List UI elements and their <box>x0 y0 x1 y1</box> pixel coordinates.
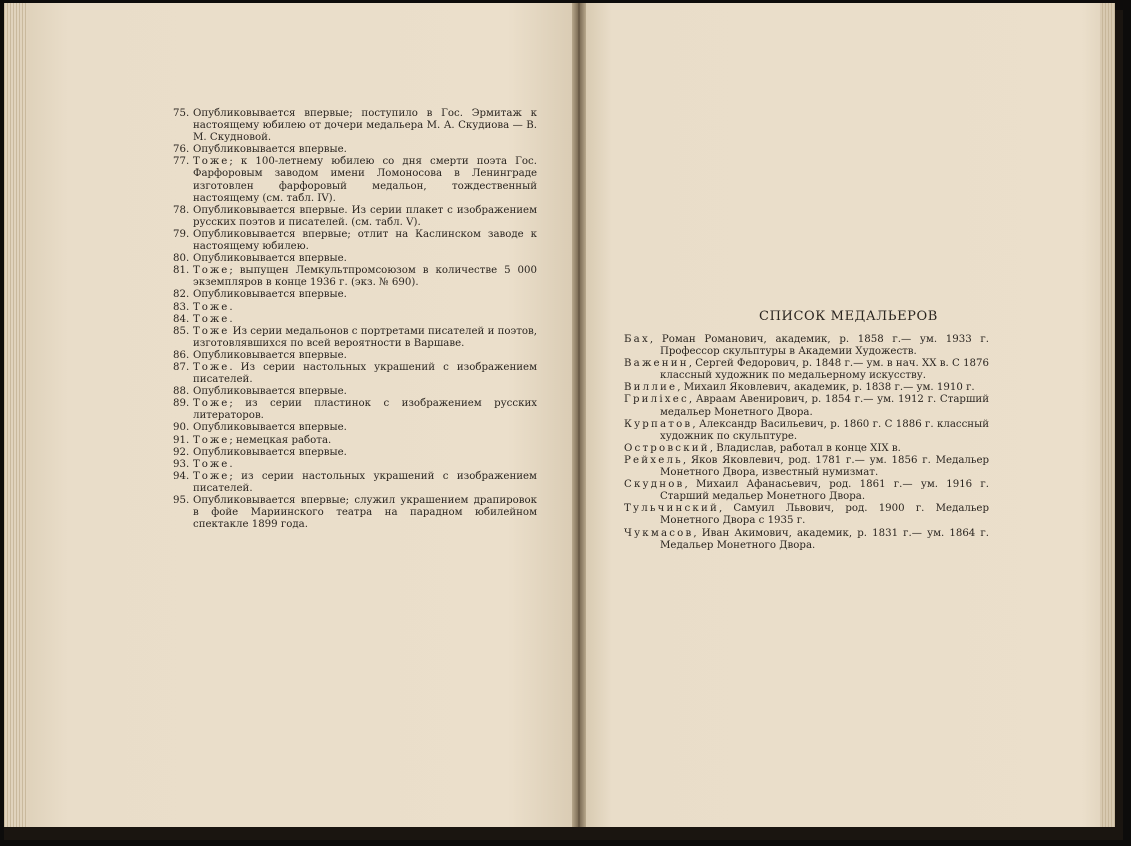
book-gutter <box>572 3 586 827</box>
medalist-entry <box>624 479 989 503</box>
note-item <box>173 495 537 531</box>
note-body: Опубликовывается впервые; поступило в Гос. Эрмитаж к настоящему юбилею от дочери медальера М. А. Скудиова — В. М. Скудновой. <box>193 108 537 144</box>
note-text <box>193 495 537 531</box>
note-body: . <box>229 313 233 325</box>
note-body: Опубликовывается впервые; отлит на Каслинском заводе к настоящему юбилею. <box>193 228 537 253</box>
note-item <box>173 471 537 495</box>
medalist-name: Чукмасов <box>624 527 694 539</box>
note-text <box>193 398 537 422</box>
note-item <box>173 156 537 204</box>
medalist-entry <box>624 382 989 394</box>
note-number: 79. <box>173 228 190 240</box>
note-body: Опубликовывается впервые. <box>193 144 347 156</box>
note-text <box>193 422 537 434</box>
note-number: 86. <box>173 349 190 361</box>
medalist-name: Бах <box>624 334 650 345</box>
note-body: Опубликовывается впервые; служил украшением драпировок в фойе Мариинского театра на парадном юбилейном спектакле 1899 года. <box>193 495 537 531</box>
medalist-details: , Владислав, работал в конце XIX в. <box>709 442 901 454</box>
note-body: Опубликовывается впервые. <box>193 386 347 398</box>
note-body: Опубликовывается впервые. <box>193 253 347 265</box>
note-text <box>193 229 537 253</box>
note-body: . <box>229 301 233 313</box>
note-number: 94. <box>173 470 190 482</box>
medalist-entry <box>624 419 989 443</box>
note-number: 75. <box>173 108 190 119</box>
note-body: . <box>229 458 233 470</box>
medalist-name: Скуднов <box>624 479 685 491</box>
medalist-entry <box>624 443 989 455</box>
medalist-name: Курпатов <box>624 418 693 430</box>
page-edge-stack <box>4 3 30 827</box>
note-number: 91. <box>173 434 190 446</box>
note-text <box>193 386 537 398</box>
medalist-details: , Иван Акимович, академик, р. 1831 г.— ум. 1864 г. Медальер Монетного Двора. <box>660 527 989 551</box>
note-body: Опубликовывается впервые. <box>193 422 347 434</box>
note-lead: Тоже <box>193 325 230 337</box>
note-number: 92. <box>173 446 190 458</box>
note-body: Из серии медальонов с портретами писателей и поэтов, изготовлявшихся по всей вероятности в Варшаве. <box>193 325 537 349</box>
note-body: ; из серии пластинок с изображением русских литераторов. <box>193 398 537 422</box>
note-text <box>193 350 537 362</box>
note-item <box>173 422 537 434</box>
note-body: Опубликовывается впервые. <box>193 446 347 458</box>
note-item <box>173 447 537 459</box>
note-item <box>173 289 537 301</box>
medalist-details: , Авраам Авенирович, р. 1854 г.— ум. 1912 г. Старший медальер Монетного Двора. <box>660 394 989 418</box>
medalist-details: , Яков Яковлевич, род. 1781 г.— ум. 1856 г. Медальер Монетного Двора, известный нумизмат. <box>660 454 989 479</box>
medalist-name: Гриліхес <box>624 394 689 406</box>
note-item <box>173 350 537 362</box>
medalist-entry <box>624 455 989 479</box>
note-text <box>193 302 537 314</box>
note-item <box>173 144 537 156</box>
note-body: Опубликовывается впервые. <box>193 289 347 301</box>
note-text <box>193 447 537 459</box>
note-body: . Из серии настольных украшений с изображением писателей. <box>193 361 537 386</box>
note-body: ; выпущен Лемкультпромсоюзом в количестве 5 000 экземпляров в конце 1936 г. (экз. № 690). <box>193 265 537 289</box>
note-text <box>193 265 537 289</box>
note-number: 80. <box>173 253 190 265</box>
medalist-details: , Сергей Федорович, р. 1848 г.— ум. в нач. XX в. С 1876 классный художник по медальерному искусству. <box>660 358 989 382</box>
note-item <box>173 326 537 350</box>
note-number: 85. <box>173 325 190 337</box>
note-number: 76. <box>173 144 190 156</box>
note-number: 77. <box>173 156 190 168</box>
note-text <box>193 471 537 495</box>
note-item <box>173 459 537 471</box>
medalist-name: Островский <box>624 442 710 454</box>
note-lead: Тоже <box>193 458 230 470</box>
medalist-details: , Самуил Львович, род. 1900 г. Медальер Монетного Двора с 1935 г. <box>660 503 989 527</box>
note-body: ; к 100-летнему юбилею со дня смерти поэта Гос. Фарфоровым заводом имени Ломоносова в Ленинграде изготовлен фарфоровый медальон, тождественный настоящему (см. табл. IV). <box>193 156 537 204</box>
medalist-details: , Михаил Афанасьевич, род. 1861 г.— ум. 1916 г. Старший медальер Монетного Двора. <box>660 479 989 503</box>
medalist-entry <box>624 503 989 527</box>
note-item <box>173 314 537 326</box>
note-body: Опубликовывается впервые. <box>193 349 347 361</box>
note-number: 81. <box>173 265 190 277</box>
note-item <box>173 398 537 422</box>
note-lead: Тоже <box>193 301 230 313</box>
note-number: 84. <box>173 313 190 325</box>
medalist-name: Тульчинский <box>624 503 719 515</box>
note-number: 78. <box>173 204 190 216</box>
note-lead: Тоже <box>193 361 230 373</box>
right-page-edge <box>1100 3 1115 827</box>
note-text <box>193 459 537 471</box>
note-lead: Тоже <box>193 265 230 277</box>
note-text <box>193 144 537 156</box>
note-text <box>193 314 537 326</box>
note-text <box>193 326 537 350</box>
note-lead: Тоже <box>193 313 230 325</box>
medalist-entry <box>624 334 989 358</box>
note-item <box>173 205 537 229</box>
medalist-name: Важенин <box>624 358 689 370</box>
note-lead: Тоже <box>193 470 230 482</box>
note-item <box>173 362 537 386</box>
note-lead: Тоже <box>193 398 230 410</box>
medalists-list <box>624 334 989 552</box>
note-number: 93. <box>173 458 190 470</box>
note-number: 87. <box>173 361 190 373</box>
note-number: 89. <box>173 398 190 410</box>
medalist-entry <box>624 394 989 418</box>
note-item <box>173 302 537 314</box>
note-number: 90. <box>173 422 190 434</box>
note-text <box>193 108 537 144</box>
note-body: ; немецкая работа. <box>229 434 332 446</box>
medalist-entry <box>624 358 989 382</box>
medalist-details: , Роман Романович, академик, р. 1858 г.— ум. 1933 г. Профессор скульптуры в Академии Художеств. <box>649 334 989 358</box>
note-text <box>193 362 537 386</box>
note-number: 95. <box>173 495 190 506</box>
note-item <box>173 265 537 289</box>
note-item <box>173 435 537 447</box>
note-item <box>173 229 537 253</box>
note-text <box>193 205 537 229</box>
note-text <box>193 289 537 301</box>
medalist-name: Рейхель <box>624 454 683 466</box>
note-number: 82. <box>173 289 190 301</box>
note-lead: Тоже <box>193 434 230 446</box>
medalist-details: , Александр Васильевич, р. 1860 г. С 1886 г. классный художник по скульптуре. <box>660 418 989 442</box>
note-text <box>193 253 537 265</box>
medalist-entry <box>624 528 989 552</box>
medalist-name: Виллие <box>624 382 678 394</box>
note-lead: Тоже <box>193 156 230 168</box>
medalist-details: , Михаил Яковлевич, академик, р. 1838 г.— ум. 1910 г. <box>677 382 975 394</box>
medalists-heading: СПИСОК МЕДАЛЬЕРОВ <box>759 309 938 324</box>
note-text <box>193 435 537 447</box>
note-body: Опубликовывается впервые. Из серии плакет с изображением русских поэтов и писателей. (см. табл. V). <box>193 204 537 228</box>
note-text <box>193 156 537 204</box>
note-item <box>173 386 537 398</box>
notes-list <box>173 108 537 531</box>
note-number: 88. <box>173 386 190 398</box>
note-body: ; из серии настольных украшений с изображением писателей. <box>193 470 537 494</box>
note-number: 83. <box>173 301 190 313</box>
note-item <box>173 108 537 144</box>
note-item <box>173 253 537 265</box>
